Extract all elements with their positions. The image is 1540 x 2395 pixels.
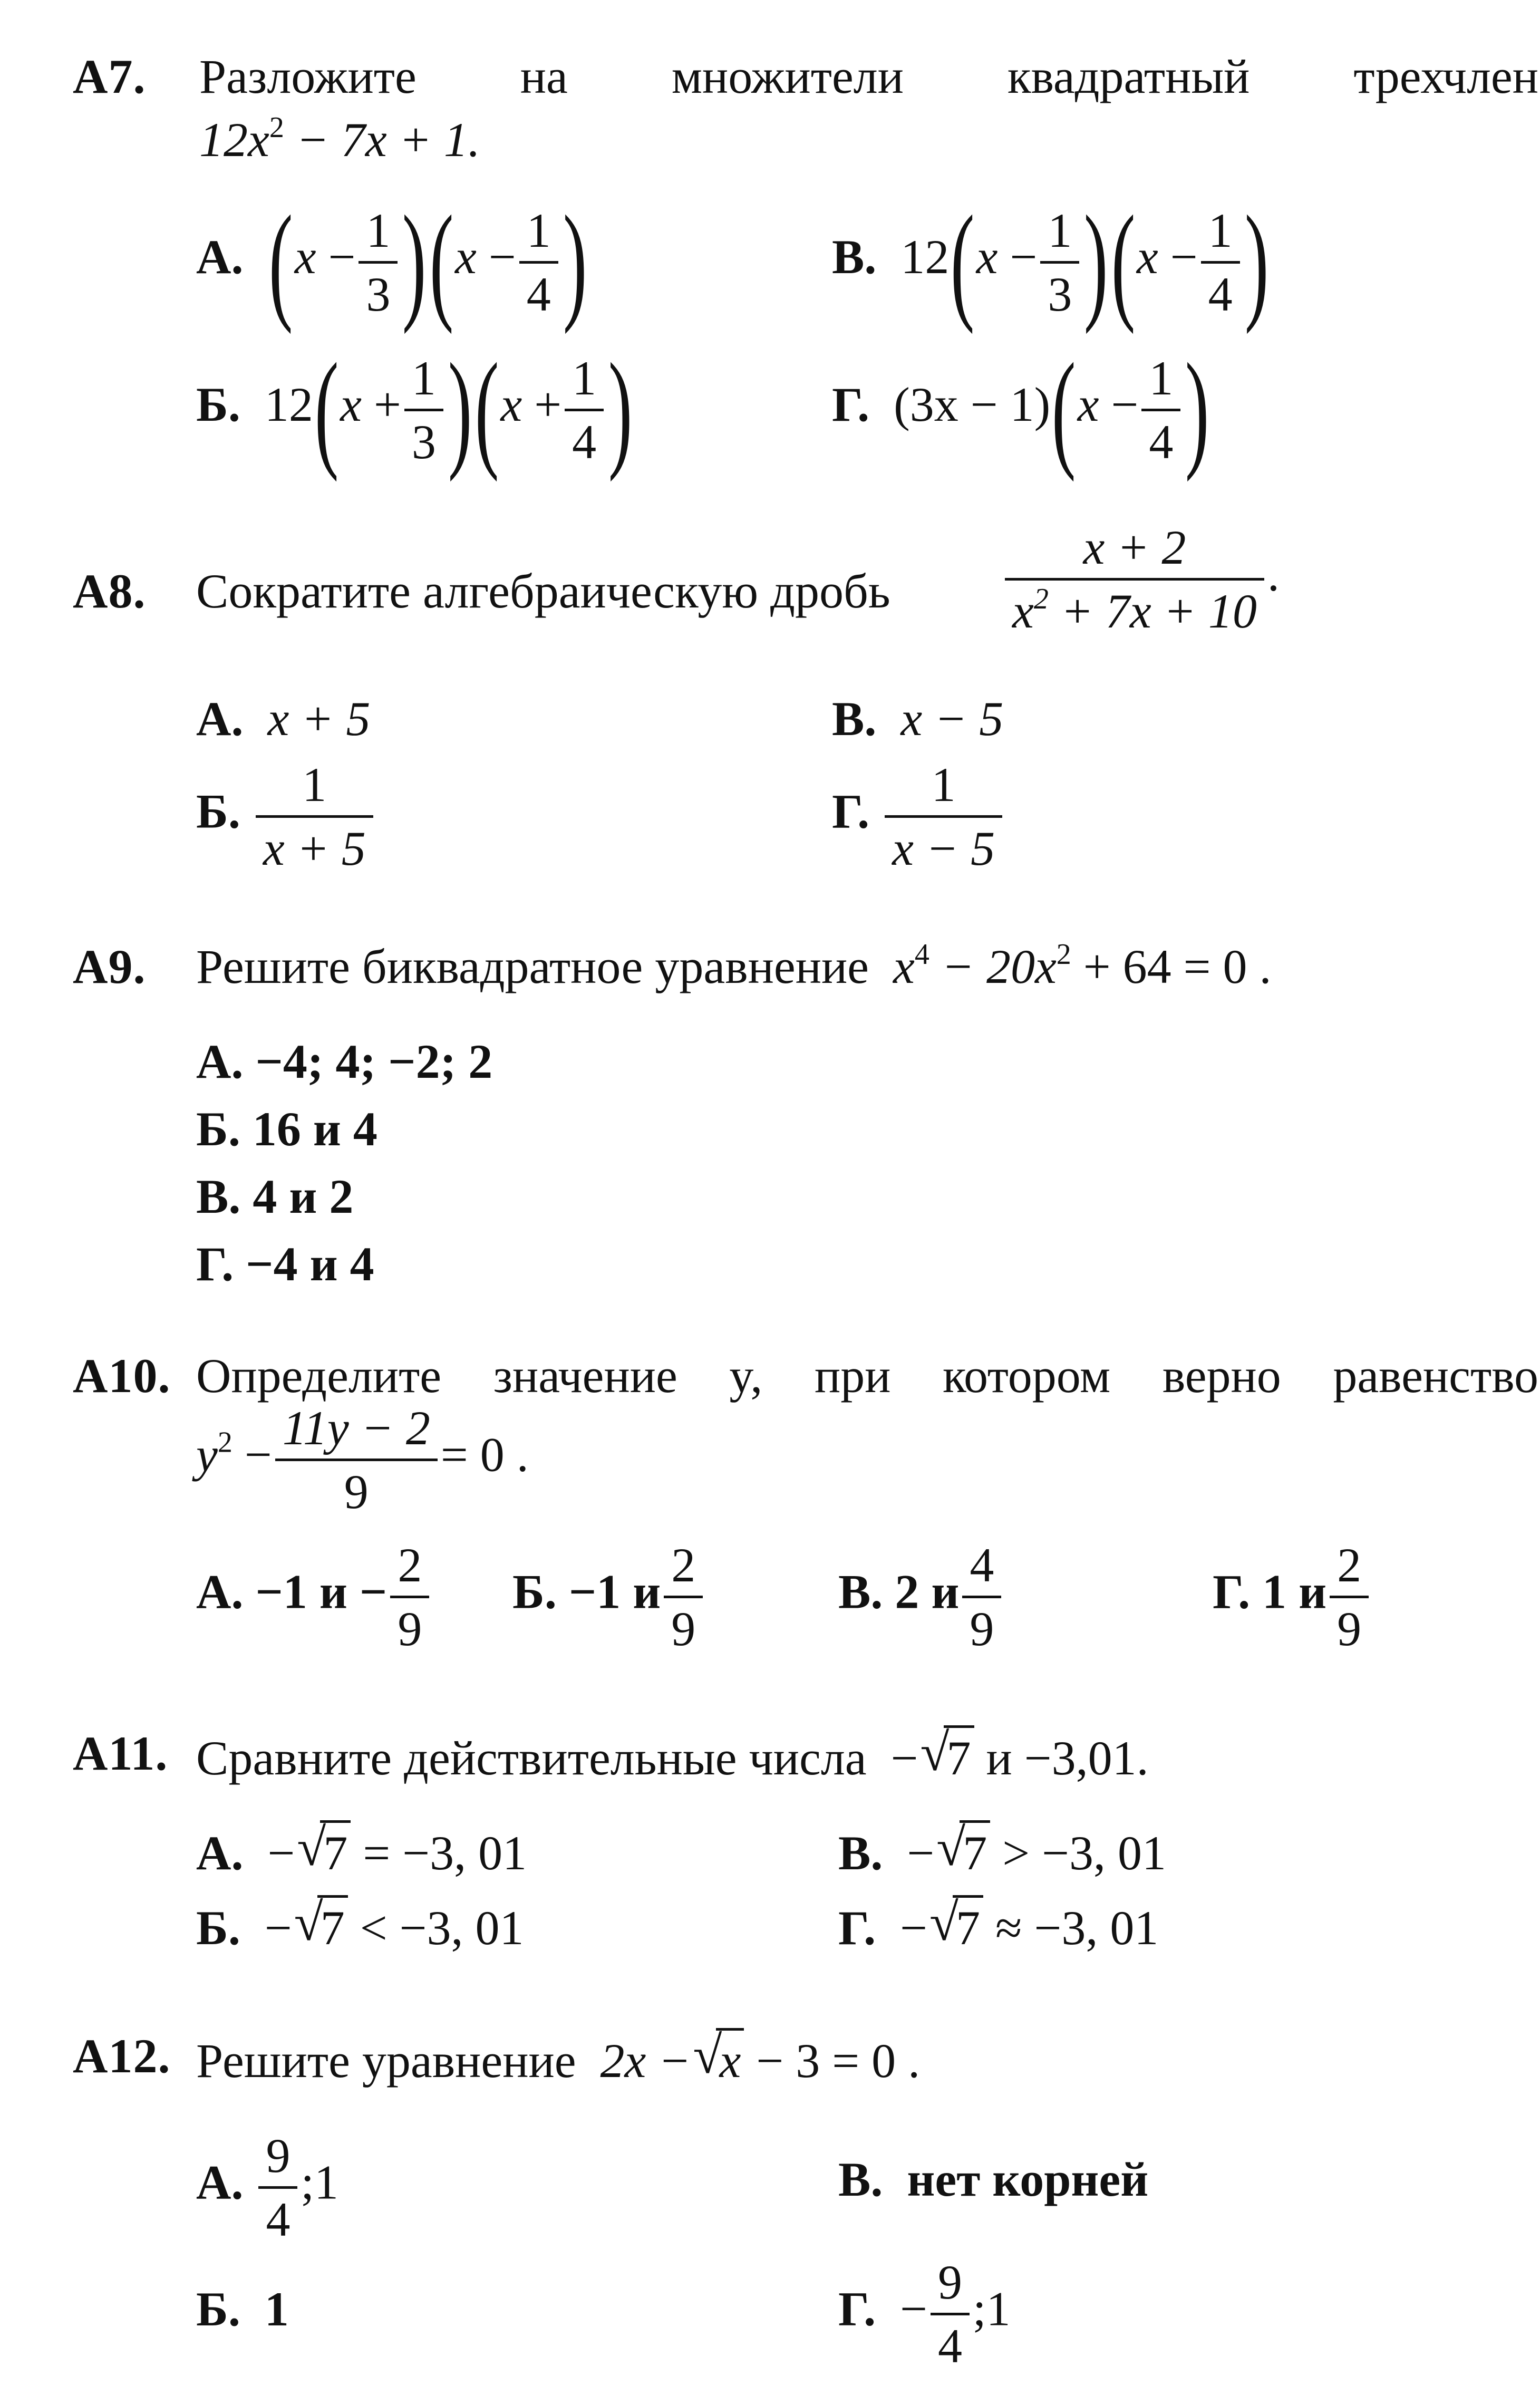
option-a10-b: Б. −1 и $\frac{2}{9}$ [512,1540,706,1654]
question-prompt-a9: Решите биквадратное уравнение $x^4 - 20x^2 + 64 = 0$ . [196,938,1272,993]
option-a8-a: А. x + 5 [196,692,371,746]
option-a9-a: А. −4; 4; −2; 2 [196,1035,493,1088]
option-a11-a: А. −√ 7 = −3, 01 [196,1820,527,1881]
question-number-a7: А7. [73,50,146,103]
option-a8-g: Г. $\frac{1}{x - 5}$ [832,759,1005,874]
question-number-a10: А10. [73,1349,171,1403]
option-a10-g: Г. 1 и $\frac{2}{9}$ [1213,1540,1372,1654]
option-a12-a: А. $\frac{9}{4}$ ;1 [196,2129,339,2246]
option-a8-v: В. x − 5 [832,692,1004,746]
option-a10-a: А. −1 и − $\frac{2}{9}$ [196,1540,432,1654]
option-a11-b: Б. −√ 7 < −3, 01 [196,1895,524,1956]
option-a7-g: Г. (3x − 1)(x − $\frac{1}{4}$ ) [832,336,1209,482]
question-prompt-a7: Разложите на множители квадратный трехчлен [199,50,1538,103]
question-equation-a10: $y^2$ − $\frac{11y - 2}{9}$ = 0 . [196,1401,529,1519]
question-number-a8: А8. [73,564,146,618]
option-a10-v: В. 2 и $\frac{4}{9}$ [838,1540,1004,1654]
question-number-a9: А9. [73,940,146,993]
option-a12-v: В. нет корней [838,2152,1149,2206]
question-prompt-a11: Сравните действительные числа −√ 7 и −3,01. [196,1725,1149,1786]
option-a8-b: Б. $\frac{1}{x + 5}$ [196,759,376,874]
option-a9-v: В. 4 и 2 [196,1170,354,1223]
question-number-a12: А12. [73,2029,171,2083]
question-expression-a7: $12x^2 - 7x + 1$. [199,111,480,167]
option-a9-b: Б. 16 и 4 [196,1102,377,1156]
option-a12-g: Г. − $\frac{9}{4}$ ;1 [838,2255,1011,2373]
question-prompt-a12: Решите уравнение 2x −√ x − 3 = 0 . [196,2028,920,2089]
question-number-a11: А11. [73,1726,168,1780]
option-a7-a: А. (x − $\frac{1}{3}$ )(x − $\frac{1}{4}$ ) [196,189,587,335]
option-a12-b: Б. 1 [196,2282,289,2336]
question-fraction-a8: $\frac{x + 2}{x^2 + 7x + 10}$ . [1002,522,1280,636]
option-a7-v: В. 12(x − $\frac{1}{3}$ )(x − $\frac{1}{4}$ ) [832,189,1269,335]
option-a11-v: В. −√ 7 > −3, 01 [838,1820,1166,1881]
option-a9-g: Г. −4 и 4 [196,1237,374,1291]
question-prompt-a8: Сократите алгебраическую дробь [196,564,890,618]
option-a7-b: Б. 12(x + $\frac{1}{3}$ )(x + $\frac{1}{4}$ ) [196,336,633,482]
option-a11-g: Г. −√ 7 ≈ −3, 01 [838,1895,1158,1956]
question-prompt-a10: Определите значение y, при котором верно равенство [196,1349,1538,1403]
